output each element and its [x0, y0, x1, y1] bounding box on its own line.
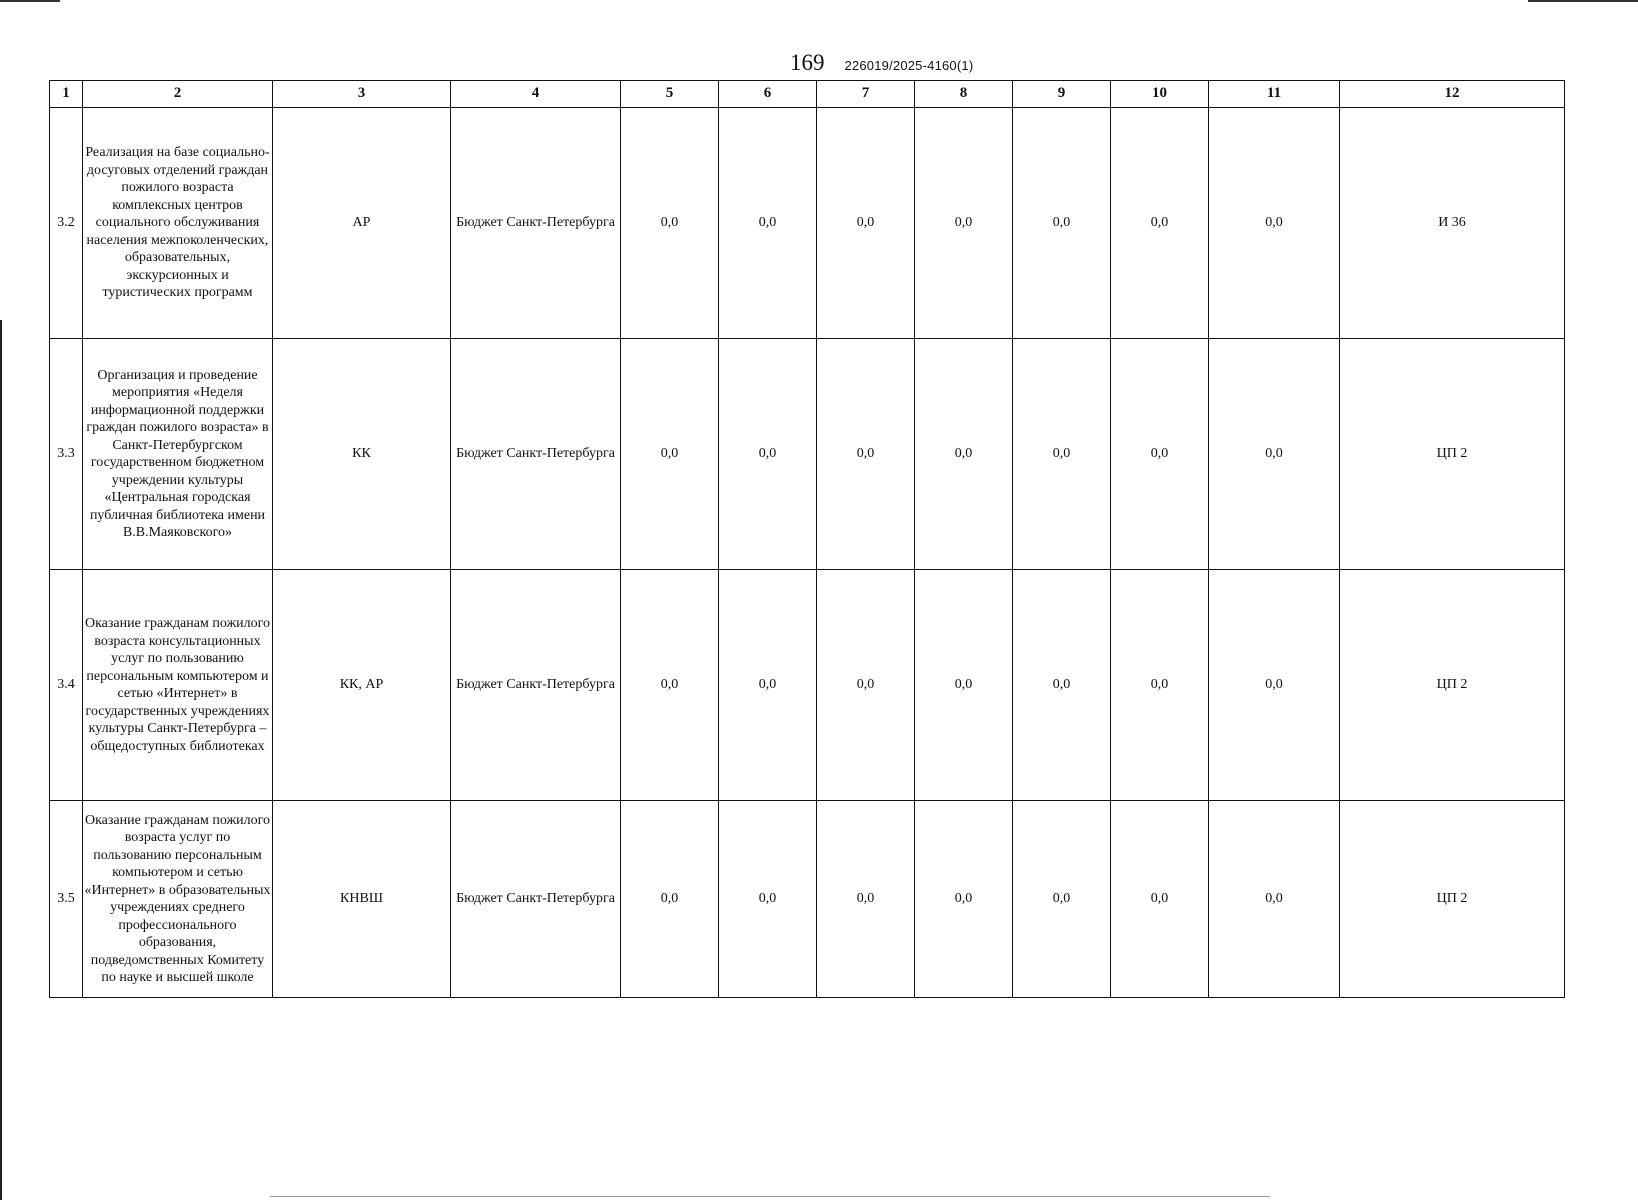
- column-header: 10: [1111, 81, 1209, 108]
- funding-source: Бюджет Санкт-Петербурга: [451, 801, 621, 998]
- page-number: 169: [790, 50, 825, 75]
- table-row: [50, 570, 1565, 801]
- funding-source: Бюджет Санкт-Петербурга: [451, 339, 621, 570]
- table-row: [50, 801, 1565, 998]
- funding-source: Бюджет Санкт-Петербурга: [451, 108, 621, 339]
- column-header: 2: [83, 81, 273, 108]
- value-cell: 0,0: [621, 801, 719, 998]
- value-cell: 0,0: [1111, 339, 1209, 570]
- row-number: 3.5: [50, 801, 83, 998]
- value-cell: 0,0: [1111, 570, 1209, 801]
- column-header: 12: [1340, 81, 1565, 108]
- value-cell: 0,0: [1209, 570, 1340, 801]
- value-cell: 0,0: [915, 339, 1013, 570]
- value-cell: 0,0: [817, 108, 915, 339]
- scan-left-border: [0, 320, 2, 1200]
- value-cell: 0,0: [915, 801, 1013, 998]
- column-header: 9: [1013, 81, 1111, 108]
- executor: КК, АР: [273, 570, 451, 801]
- indicator: ЦП 2: [1340, 801, 1565, 998]
- value-cell: 0,0: [1209, 108, 1340, 339]
- column-number-row: [50, 81, 1565, 108]
- document-number: 226019/2025-4160(1): [844, 58, 974, 73]
- program-table: [49, 80, 1565, 998]
- executor: КНВШ: [273, 801, 451, 998]
- column-header: 7: [817, 81, 915, 108]
- value-cell: 0,0: [621, 339, 719, 570]
- value-cell: 0,0: [621, 570, 719, 801]
- value-cell: 0,0: [915, 108, 1013, 339]
- funding-source: Бюджет Санкт-Петербурга: [451, 570, 621, 801]
- activity-name: Реализация на базе социально-досуговых отделений граждан пожилого возраста комплексных центров социального обслуживания населения межпоколенческих, образовательных, экскурсионных и туристических программ: [83, 108, 273, 339]
- value-cell: 0,0: [1013, 108, 1111, 339]
- indicator: И 36: [1340, 108, 1565, 339]
- activity-name: Оказание гражданам пожилого возраста услуг по пользованию персональным компьютером и сетью «Интернет» в образовательных учреждениях среднего профессионального образования, подведомственных Комитету по науке и высшей школе: [83, 801, 273, 998]
- scan-edge-mark: [1528, 0, 1638, 2]
- column-header: 4: [451, 81, 621, 108]
- executor: КК: [273, 339, 451, 570]
- value-cell: 0,0: [1013, 801, 1111, 998]
- activity-name: Оказание гражданам пожилого возраста консультационных услуг по пользованию персональным компьютером и сетью «Интернет» в государственных учреждениях культуры Санкт-Петербурга – общедоступных библиотеках: [83, 570, 273, 801]
- executor: АР: [273, 108, 451, 339]
- table-row: [50, 339, 1565, 570]
- value-cell: 0,0: [1111, 801, 1209, 998]
- program-table-container: [49, 80, 1564, 998]
- column-header: 5: [621, 81, 719, 108]
- value-cell: 0,0: [1209, 339, 1340, 570]
- value-cell: 0,0: [817, 339, 915, 570]
- value-cell: 0,0: [719, 339, 817, 570]
- activity-name: Организация и проведение мероприятия «Неделя информационной поддержки граждан пожилого возраста» в Санкт-Петербургском государственном бюджетном учреждении культуры «Центральная городская публичная библиотека имени В.В.Маяковского»: [83, 339, 273, 570]
- table-row: [50, 108, 1565, 339]
- row-number: 3.3: [50, 339, 83, 570]
- value-cell: 0,0: [621, 108, 719, 339]
- indicator: ЦП 2: [1340, 570, 1565, 801]
- value-cell: 0,0: [1013, 570, 1111, 801]
- row-number: 3.2: [50, 108, 83, 339]
- row-number: 3.4: [50, 570, 83, 801]
- column-header: 3: [273, 81, 451, 108]
- value-cell: 0,0: [1111, 108, 1209, 339]
- indicator: ЦП 2: [1340, 339, 1565, 570]
- page-header: [790, 50, 973, 76]
- value-cell: 0,0: [1209, 801, 1340, 998]
- column-header: 11: [1209, 81, 1340, 108]
- column-header: 1: [50, 81, 83, 108]
- value-cell: 0,0: [719, 570, 817, 801]
- value-cell: 0,0: [817, 570, 915, 801]
- scan-edge-mark: [270, 1196, 1270, 1197]
- column-header: 8: [915, 81, 1013, 108]
- value-cell: 0,0: [915, 570, 1013, 801]
- column-header: 6: [719, 81, 817, 108]
- value-cell: 0,0: [1013, 339, 1111, 570]
- scan-edge-mark: [0, 0, 60, 2]
- value-cell: 0,0: [719, 108, 817, 339]
- value-cell: 0,0: [817, 801, 915, 998]
- value-cell: 0,0: [719, 801, 817, 998]
